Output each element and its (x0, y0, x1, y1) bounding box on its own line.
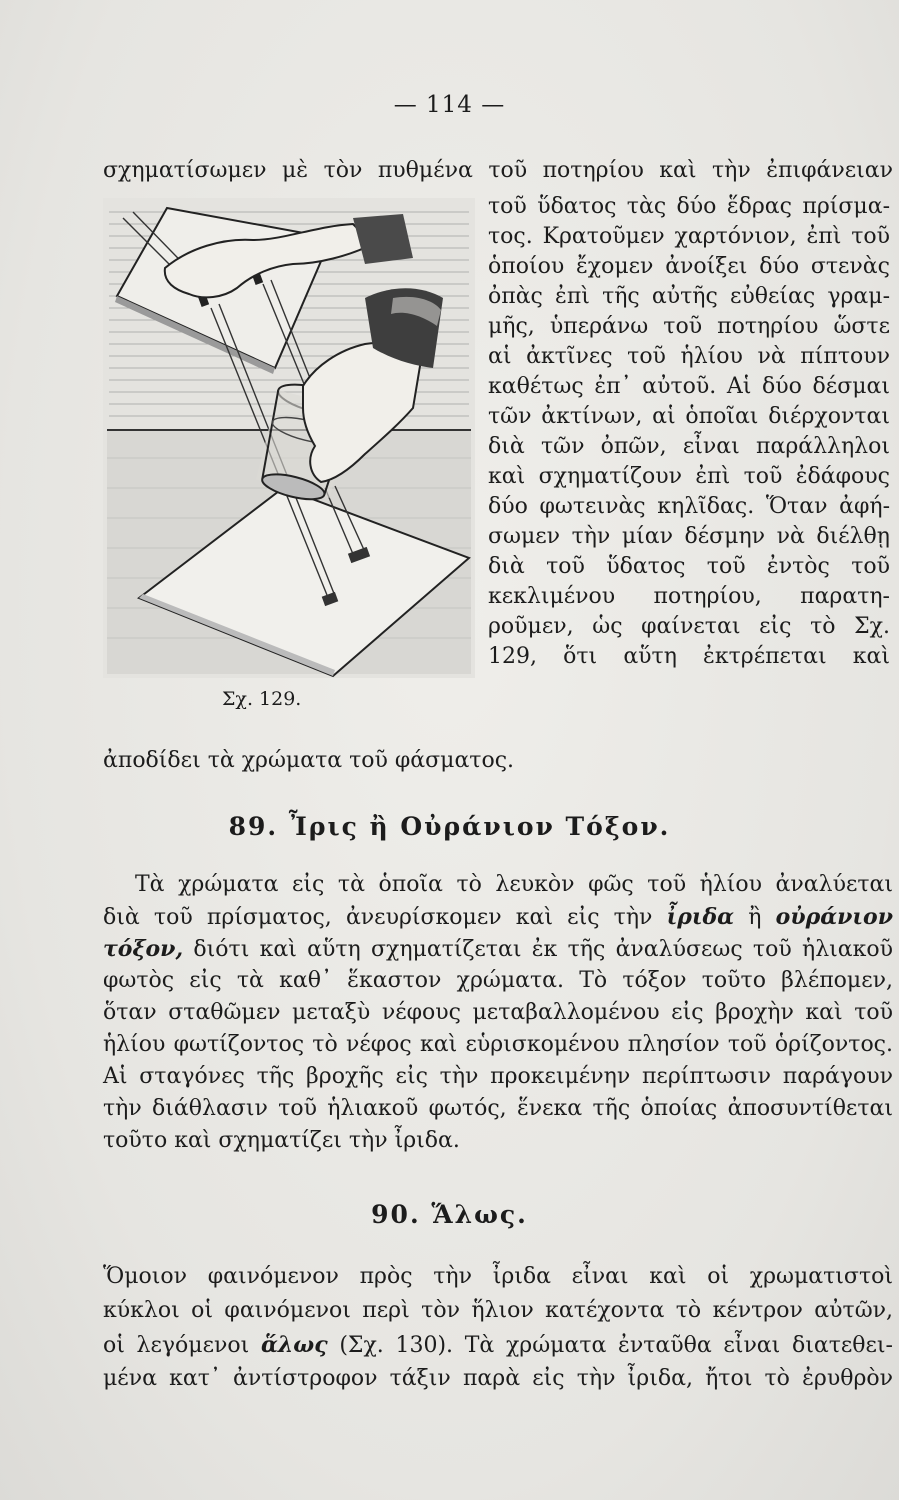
side-line: μῆς, ὑπεράνω τοῦ ποτηρίου ὥστε (488, 314, 890, 339)
section-90-heading: 90. Ἅλως. (371, 1200, 528, 1229)
side-line: δύο φωτεινὰς κηλῖδας. Ὅταν ἀφή- (488, 494, 890, 519)
section-89-line: τοῦτο καὶ σχηματίζει τὴν ἶριδα. (103, 1128, 460, 1153)
term-alos: ἅλως (260, 1332, 328, 1358)
section-89-heading: 89. Ἶρις ἢ Οὐράνιον Τόξον. (228, 812, 671, 841)
side-line: καθέτως ἐπ᾽ αὐτοῦ. Αἱ δύο δέσμαι (488, 374, 890, 399)
section-89-line: Τὰ χρώματα εἰς τὰ ὁποῖα τὸ λευκὸν φῶς τοῦ ἡλίου ἀναλύεται (135, 872, 893, 897)
section-90-line: κύκλοι οἱ φαινόμενοι περὶ τὸν ἥλιον κατέχοντα τὸ κέντρον αὐτῶν, (103, 1298, 893, 1323)
figure-caption: Σχ. 129. (222, 688, 302, 710)
side-line: ὀπὰς ἐπὶ τῆς αὐτῆς εὐθείας γραμ- (488, 284, 890, 309)
section-89-line: τόξον, διότι καὶ αὕτη σχηματίζεται ἐκ τῆς ἀναλύσεως τοῦ ἡλιακοῦ (103, 936, 893, 962)
term-iris: ἶριδα (666, 904, 735, 930)
section-89-line: τὴν διάθλασιν τοῦ ἡλιακοῦ φωτός, ἕνεκα τῆς ὁποίας ἀποσυντίθεται (103, 1096, 893, 1121)
section-89-line: ὅταν σταθῶμεν μεταξὺ νέφους μεταβαλλομένου εἰς βροχὴν καὶ τοῦ (103, 1000, 893, 1025)
section-90-line: οἱ λεγόμενοι ἅλως (Σχ. 130). Τὰ χρώματα ἐνταῦθα εἶναι διατεθει- (103, 1332, 893, 1358)
side-line: τος. Κρατοῦμεν χαρτόνιον, ἐπὶ τοῦ (488, 224, 890, 249)
section-89-line: ἡλίου φωτίζοντος τὸ νέφος καὶ εὑρισκομένου πλησίον τοῦ ὁρίζοντος. (103, 1032, 893, 1057)
intro-line: σχηματίσωμεν μὲ τὸν πυθμένα τοῦ ποτηρίου καὶ τὴν ἐπιφάνειαν (103, 158, 893, 183)
side-line: σωμεν τὴν μίαν δέσμην νὰ διέλθῃ (488, 524, 890, 549)
section-89-line: Αἱ σταγόνες τῆς βροχῆς εἰς τὴν προκειμένην περίπτωσιν παράγουν (103, 1064, 893, 1089)
section-90-line: Ὅμοιον φαινόμενον πρὸς τὴν ἶριδα εἶναι καὶ οἱ χρωματιστοὶ (103, 1264, 893, 1289)
side-line: τοῦ ὕδατος τὰς δύο ἕδρας πρίσμα- (488, 194, 890, 219)
side-line: καὶ σχηματίζουν ἐπὶ τοῦ ἐδάφους (488, 464, 890, 489)
side-line: τῶν ἀκτίνων, αἱ ὁποῖαι διέρχονται (488, 404, 890, 429)
term-toxon: τόξον, (103, 936, 184, 962)
side-line: διὰ τοῦ ὕδατος τοῦ ἐντὸς τοῦ (488, 554, 890, 579)
section-90-line: μένα κατ᾽ ἀντίστροφον τάξιν παρὰ εἰς τὴν ἶριδα, ἤτοι τὸ ἐρυθρὸν (103, 1366, 893, 1391)
side-line: ροῦμεν, ὡς φαίνεται εἰς τὸ Σχ. (488, 614, 890, 639)
side-line: αἱ ἀκτῖνες τοῦ ἡλίου νὰ πίπτουν (488, 344, 890, 369)
side-line: διὰ τῶν ὀπῶν, εἶναι παράλληλοι (488, 434, 890, 459)
side-line: κεκλιμένου ποτηρίου, παρατη- (488, 584, 890, 609)
side-line: ὁποίου ἔχομεν ἀνοίξει δύο στενὰς (488, 254, 890, 279)
term-ouranion: οὐράνιον (775, 904, 893, 930)
side-line: 129, ὅτι αὕτη ἐκτρέπεται καὶ (488, 644, 890, 669)
outro-line: ἀποδίδει τὰ χρώματα τοῦ φάσματος. (103, 748, 515, 773)
page-number: — 114 — (393, 92, 506, 118)
section-89-line: διὰ τοῦ πρίσματος, ἀνευρίσκομεν καὶ εἰς τὴν ἶριδα ἢ οὐράνιον (103, 904, 893, 930)
section-89-line: φωτὸς εἰς τὰ καθ᾽ ἕκαστον χρώματα. Τὸ τόξον τοῦτο βλέπομεν, (103, 968, 893, 993)
prism-refraction-illustration (103, 198, 475, 678)
